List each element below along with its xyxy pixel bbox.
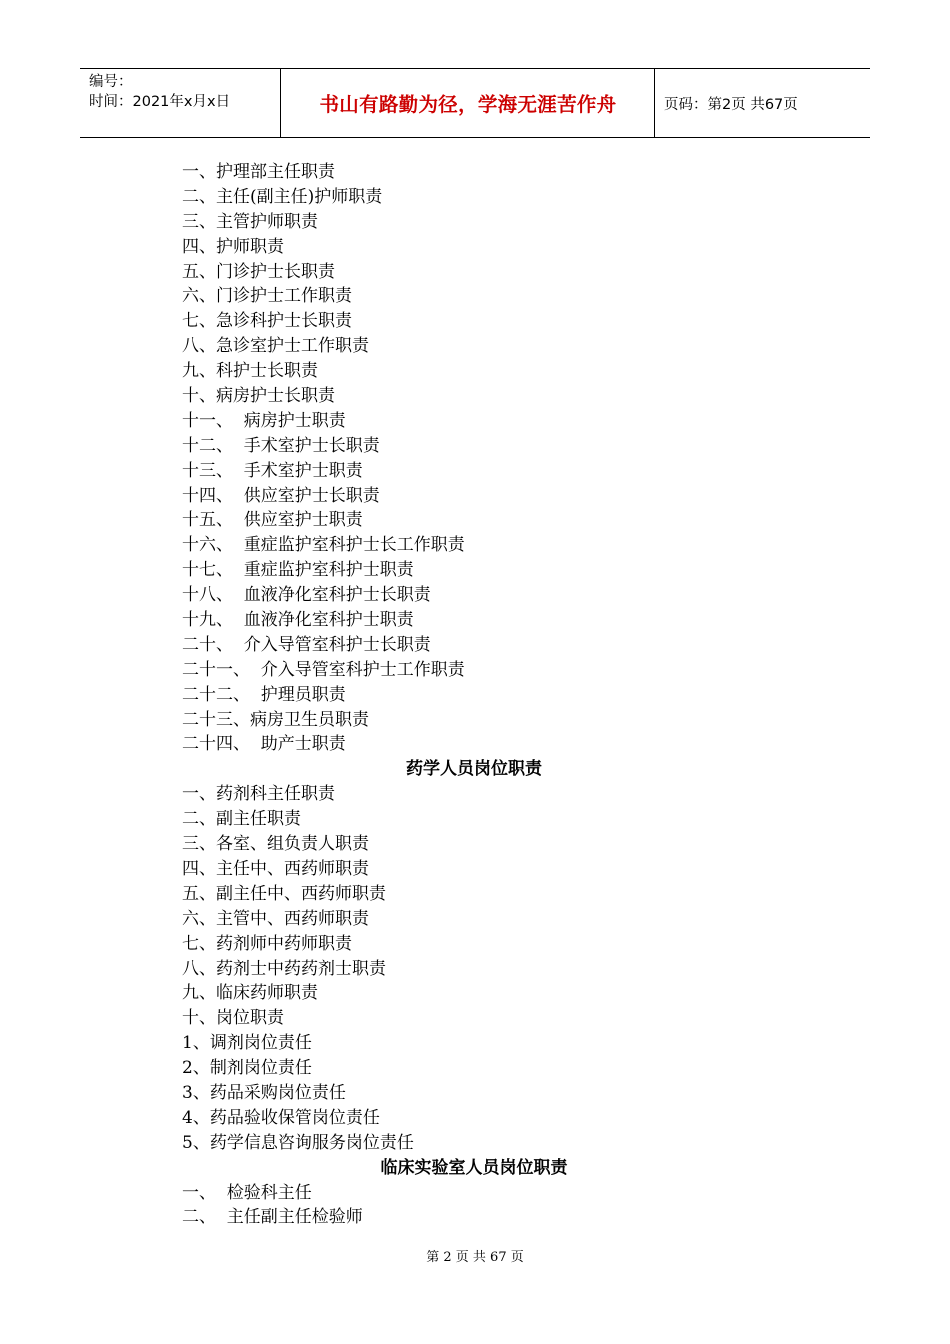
page-header [80,68,870,138]
list-item: 十七、 重症监护室科护士职责 [182,560,414,581]
list-item: 5、药学信息咨询服务岗位责任 [182,1132,414,1153]
list-item: 3、药品采购岗位责任 [182,1082,346,1103]
list-item: 四、主任中、西药师职责 [182,858,369,879]
list-item: 十五、 供应室护士职责 [182,510,363,531]
list-item: 4、药品验收保管岗位责任 [182,1107,380,1128]
list-item: 二十一、 介入导管室科护士工作职责 [182,659,465,680]
list-item: 八、急诊室护士工作职责 [182,336,369,357]
page-footer: 第 2 页 共 67 页 [426,1250,524,1265]
header-motto: 书山有路勤为径，学海无涯苦作舟 [282,69,655,137]
lab-duty-list [182,1181,782,1231]
list-item: 二、 主任副主任检验师 [182,1207,363,1228]
list-item: 十三、 手术室护士职责 [182,460,363,481]
list-item: 三、主管护师职责 [182,211,318,232]
list-item: 十二、 手术室护士长职责 [182,435,380,456]
list-item: 一、护理部主任职责 [182,162,335,182]
document-number-label: 编号： [89,74,133,90]
list-item: 一、 检验科主任 [182,1182,312,1203]
list-item: 六、主管中、西药师职责 [182,908,369,929]
nursing-duty-list [182,160,782,757]
list-item: 八、药剂士中药药剂士职责 [182,958,386,979]
list-item: 二、主任(副主任)护师职责 [182,186,383,207]
list-item: 十、岗位职责 [182,1008,284,1029]
list-item: 十一、 病房护士职责 [182,410,346,431]
list-item: 五、副主任中、西药师职责 [182,883,386,904]
list-item: 十四、 供应室护士长职责 [182,485,380,506]
list-item: 五、门诊护士长职责 [182,261,335,282]
list-item: 二十四、 助产士职责 [182,734,346,755]
list-item: 十六、 重症监护室科护士长工作职责 [182,535,465,556]
list-item: 十九、 血液净化室科护士职责 [182,610,414,631]
list-item: 二、副主任职责 [182,809,301,830]
pharmacy-duty-list [182,782,782,1155]
document-body [182,160,782,1230]
list-item: 七、药剂师中药师职责 [182,933,352,954]
list-item: 2、制剂岗位责任 [182,1058,312,1079]
list-item: 1、调剂岗位责任 [182,1033,312,1054]
list-item: 九、临床药师职责 [182,983,318,1004]
list-item: 二十、 介入导管室科护士长职责 [182,634,431,655]
document-time-label: 时间：2021年x月x日 [89,94,231,110]
pharmacy-section-title: 药学人员岗位职责 [406,759,542,780]
header-page-info: 页码：第2页 共67页 [664,96,798,113]
list-item: 六、门诊护士工作职责 [182,286,352,307]
list-item: 二十二、 护理员职责 [182,684,346,705]
list-item: 三、各室、组负责人职责 [182,834,369,855]
list-item: 九、科护士长职责 [182,361,318,382]
list-item: 十、病房护士长职责 [182,386,335,407]
list-item: 十八、 血液净化室科护士长职责 [182,585,431,606]
list-item: 一、药剂科主任职责 [182,784,335,805]
header-info-cell [80,69,281,137]
list-item: 四、护师职责 [182,236,284,257]
list-item: 七、急诊科护士长职责 [182,311,352,332]
lab-section-title: 临床实验室人员岗位职责 [380,1157,568,1178]
list-item: 二十三、病房卫生员职责 [182,709,369,730]
